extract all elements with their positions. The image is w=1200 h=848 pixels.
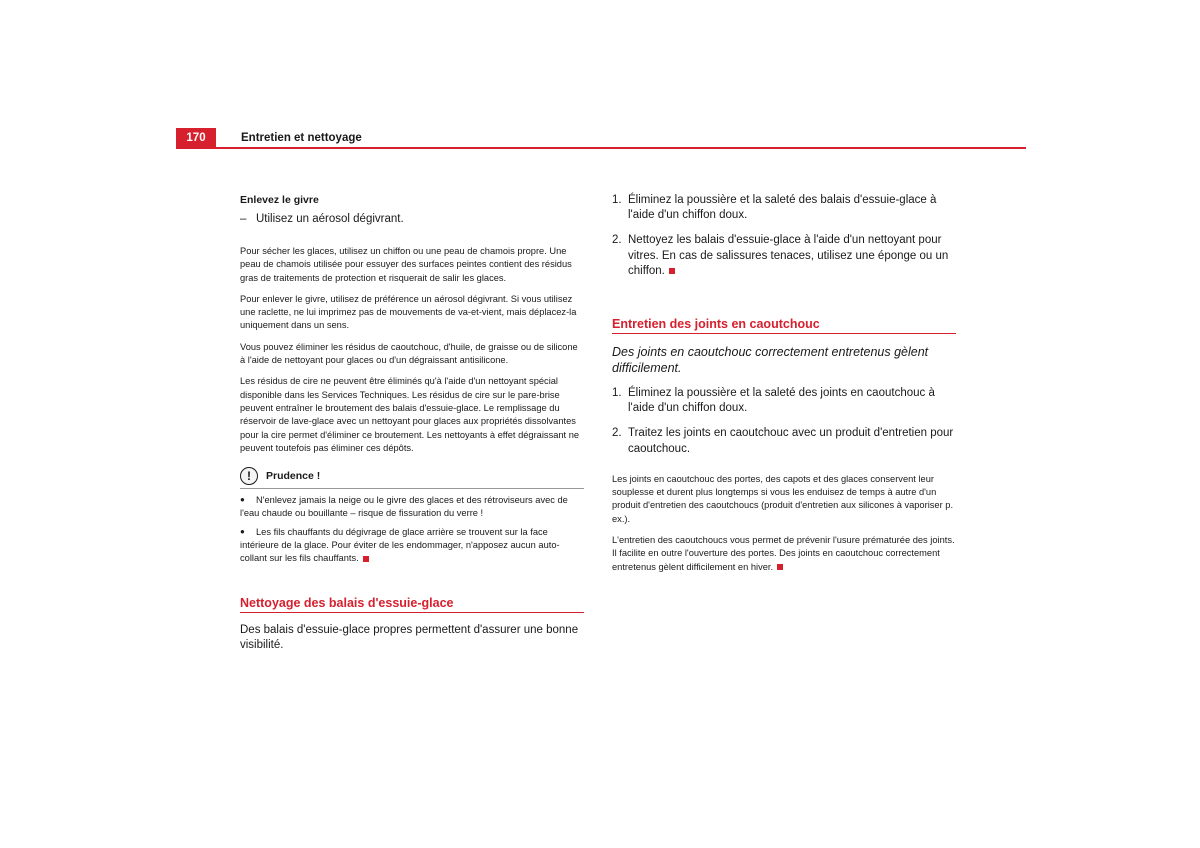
paragraph-frost: Pour enlever le givre, utilisez de préférence un aérosol dégivrant. Si vous utilisez une raclette, ne lui imprimez pas de mouvements de va-et-vient, mais déplacez-la uniquement dans un sens. (240, 293, 577, 331)
section-body-wipers: Des balais d'essuie-glace propres permettent d'assurer une bonne visibilité. (240, 623, 579, 651)
step-item: 2. Traitez les joints en caoutchouc avec un produit d'entretien pour caoutchouc. (612, 427, 954, 455)
end-of-section-icon (669, 268, 675, 274)
givre-heading: Enlevez le givre (240, 194, 319, 206)
header-rule (176, 147, 1026, 149)
givre-instruction (240, 212, 584, 227)
right-column (612, 193, 956, 582)
end-of-section-icon (363, 556, 369, 562)
warning-header (240, 467, 584, 485)
section-title-wipers: Nettoyage des balais d'essuie-glace (240, 596, 584, 613)
left-column (240, 193, 584, 653)
step-item: 2. Nettoyez les balais d'essuie-glace à l'aide d'un nettoyant pour vitres. En cas de salissures tenaces, utilisez une éponge ou un chiffon. (612, 234, 949, 277)
section-intro-joints: Des joints en caoutchouc correctement entretenus gèlent difficilement. (612, 345, 929, 376)
dash-symbol: – (240, 213, 247, 225)
givre-instruction-text: Utilisez un aérosol dégivrant. (256, 213, 404, 225)
warning-bullet: ● Les fils chauffants du dégivrage de glace arrière se trouvent sur la face intérieure de la glace. Pour éviter de les endommager, n'apposez aucun auto-collant sur les fils chauffants. (240, 526, 560, 564)
step-item: 1. Éliminez la poussière et la saleté des balais d'essuie-glace à l'aide d'un chiffon doux. (612, 194, 937, 222)
bullet-icon: ● (240, 495, 245, 505)
warning-icon: ! (240, 467, 258, 485)
warning-bullet: ● N'enlevez jamais la neige ou le givre des glaces et des rétroviseurs avec de l'eau chaude ou bouillante – risque de fissuration du verre ! (240, 495, 568, 519)
paragraph-residues: Vous pouvez éliminer les résidus de caoutchouc, d'huile, de graisse ou de silicone à l'aide de nettoyant pour glaces ou d'un dégraissant antisilicone. (240, 341, 578, 366)
page-number: 170 (176, 128, 216, 148)
paragraph-drying: Pour sécher les glaces, utilisez un chiffon ou une peau de chamois propre. Une peau de chamois utilisée pour essuyer des surfaces peintes contient des résidus gras de traitements de protection et risquerait de salir les glaces. (240, 246, 572, 283)
warning-title: Prudence ! (266, 470, 321, 483)
warning-box (240, 488, 584, 565)
paragraph-wax: Les résidus de cire ne peuvent être éliminés qu'à l'aide d'un nettoyant spécial disponible dans les Services Techniques. Les résidus de cire sur le pare-brise peuvent entraîner le broutement des balais d'essuie-glace. Le remplissage du réservoir de lave-glace avec un nettoyant pour glaces aux propriétés dissolvantes pour la cire permet d'éliminer ce broutement. Les nettoyants à effet dégraissant ne peuvent toutefois pas éliminer ces dépôts. (240, 376, 580, 453)
end-of-section-icon (777, 564, 783, 570)
paragraph-joints-care: Les joints en caoutchouc des portes, des capots et des glaces conservent leur souplesse et durent plus longtemps si vous les enduisez de temps à autre d'un produit d'entretien des caoutchoucs (produit d'entretien aux silicones à vaporiser p. ex.). (612, 473, 954, 524)
step-item: 1. Éliminez la poussière et la saleté des joints en caoutchouc à l'aide d'un chiffon doux. (612, 387, 935, 415)
chapter-title: Entretien et nettoyage (241, 132, 362, 144)
bullet-icon: ● (240, 526, 245, 536)
paragraph-joints-wear: L'entretien des caoutchoucs vous permet de prévenir l'usure prématurée des joints. Il facilite en outre l'ouverture des portes. Des joints en caoutchouc correctement entretenus gèlent difficilement en hiver. (612, 535, 955, 572)
section-title-joints: Entretien des joints en caoutchouc (612, 317, 956, 334)
